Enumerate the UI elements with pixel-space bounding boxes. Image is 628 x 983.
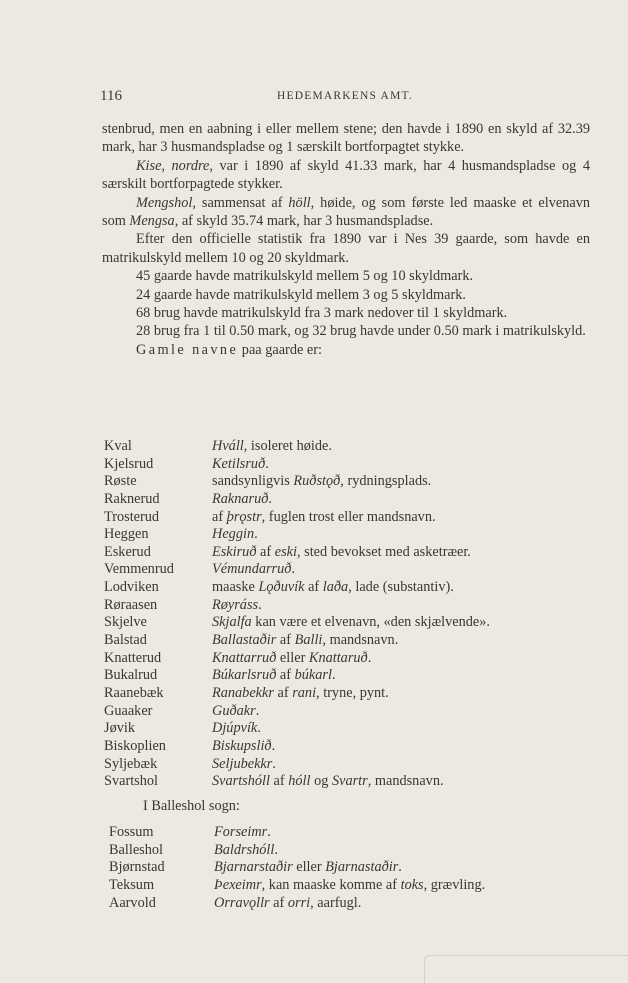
text-segment: af [269,773,289,790]
text-segment: og [310,773,332,790]
text-segment: . [257,720,261,737]
italic-term: Lǫðuvík [258,579,305,596]
text-segment: . [267,824,271,840]
paragraph [102,120,590,157]
text-segment: , lade (substantiv). [348,579,454,596]
text-segment: . [258,596,262,613]
paragraph [102,194,590,231]
italic-term: Djúpvík [212,720,258,737]
text-segment: . [254,526,258,543]
name-row [104,703,596,721]
old-name-explanation [212,756,596,774]
italic-term: Ketilsruð [212,455,266,472]
italic-term: Røyráss [212,596,259,613]
italic-term: þrǫstr [226,508,262,525]
text-segment: . [274,841,278,858]
name-row [104,720,596,738]
name-row [104,685,596,703]
modern-farm-name: Aarvold [109,894,156,911]
italic-term: Hváll [212,438,244,454]
italic-term: Baldrshóll [214,841,275,858]
old-name-explanation [212,473,596,491]
modern-farm-name: Heggen [104,526,149,543]
italic-term: Guðakr [212,702,256,719]
text-segment: , af skyld 35.74 mark, har 3 husmandspladse. [174,213,434,230]
modern-farm-name: Syljebæk [104,755,158,772]
body-text [102,120,590,359]
paragraph [102,341,590,359]
paragraph [102,267,590,285]
text-segment: eller [276,649,309,666]
paragraph [102,322,590,340]
italic-term: Þexeimr [214,876,262,893]
name-row [104,667,596,685]
italic-term: búkarl [294,667,332,684]
old-name-explanation [212,491,596,509]
text-segment: . [291,561,295,578]
text-segment: 45 gaarde havde matrikulskyld mellem 5 og 10 skyldmark. [136,268,474,285]
italic-term: laða [322,579,349,596]
old-name-explanation [212,579,596,597]
old-name-explanation [214,859,589,877]
old-name-explanation [212,720,596,738]
italic-term: Skjalfa [212,614,252,631]
old-name-explanation [212,509,596,527]
old-name-explanation [212,738,596,756]
text-segment: . [255,702,260,719]
text-segment: af [276,632,295,649]
modern-farm-name: Jøvik [104,720,135,737]
name-row [104,614,596,632]
italic-term: Eskiruð [212,543,257,560]
italic-term: Ballastaðir [212,632,277,649]
text-segment: af [276,667,295,684]
text-segment: af [273,684,293,701]
modern-farm-name: Kval [104,438,132,454]
italic-term: Svartshóll [212,773,270,790]
text-segment: , sted bevokset med asketræer. [296,543,471,560]
old-name-explanation [214,842,589,860]
text-segment: . [265,455,269,472]
modern-farm-name: Balstad [104,632,147,649]
text-segment: , mandsnavn. [322,632,399,649]
modern-farm-name: Teksum [109,876,155,893]
italic-term: Búkarlsruð [212,667,277,684]
italic-term: Bjarnastaðir [325,859,399,876]
old-name-explanation [212,632,596,650]
italic-term: Bjarnarstaðir [214,859,293,876]
page-edge-mark [424,955,628,983]
italic-term: rani [292,684,317,701]
text-segment: , isoleret høide. [243,438,332,454]
italic-term: Mengshol [136,194,193,211]
old-name-explanation [214,877,589,895]
farm-name-list [104,438,596,791]
old-name-explanation [212,597,596,615]
name-row [104,438,596,456]
name-row [104,561,596,579]
name-row [104,526,596,544]
old-name-explanation [212,773,596,791]
name-row [104,491,596,509]
running-head: HEDEMARKENS AMT. [277,90,413,102]
text-segment: . [367,649,372,666]
old-name-explanation [212,667,596,685]
name-row [104,650,596,668]
name-row [104,509,596,527]
text-segment: , grævling. [423,876,486,893]
text-segment: kan være et elvenavn, «den skjælvende». [251,614,490,631]
text-segment: maaske [212,579,259,596]
old-name-explanation [212,614,596,632]
modern-farm-name: Balleshol [109,841,164,858]
text-segment: af [304,579,323,596]
old-name-explanation [212,526,596,544]
old-name-explanation [214,895,589,913]
italic-term: eski [274,543,297,560]
name-row [104,597,596,615]
name-row [104,632,596,650]
name-row [104,756,596,774]
italic-term: Seljubekkr [212,755,273,772]
italic-term: Vémundarruð [212,561,292,578]
paragraph [102,286,590,304]
modern-farm-name: Raknerud [104,490,160,507]
modern-farm-name: Knatterud [104,649,162,666]
italic-term: Forseimr [214,824,268,840]
text-segment: 28 brug fra 1 til 0.50 mark, og 32 brug havde under 0.50 mark i matrikulskyld. [136,323,586,340]
parish-farm-list [109,824,589,912]
name-row [109,895,589,913]
text-segment: , fuglen trost eller mandsnavn. [261,508,436,525]
modern-farm-name: Trosterud [104,508,160,525]
old-name-explanation [212,685,596,703]
modern-farm-name: Kjelsrud [104,455,154,472]
italic-term: hóll [288,773,311,790]
text-segment: . [331,667,336,684]
text-segment: , tryne, pynt. [316,684,389,701]
name-row [109,842,589,860]
text-segment: , var i 1890 af skyld 41.33 mark, har 4 husmandspladse og 4 særskilt bortforpagtede stykker. [102,157,590,193]
italic-term: Orravǫllr [214,894,270,911]
italic-term: orri [287,894,311,911]
modern-farm-name: Guaaker [104,702,153,719]
old-name-explanation [212,438,596,456]
old-name-explanation [212,544,596,562]
name-row [109,877,589,895]
italic-term: Ruðstǫð [293,473,341,490]
italic-term: Svartr [331,773,368,790]
italic-term: Knattaruð [308,649,368,666]
name-row [109,824,589,842]
page-number: 116 [100,88,122,104]
paragraph [102,230,590,267]
name-row [104,738,596,756]
italic-term: Raknaruð [212,490,269,507]
name-row [104,773,596,791]
old-name-explanation [212,456,596,474]
old-name-explanation [212,561,596,579]
text-segment: , mandsnavn. [367,773,444,790]
page-header [100,88,590,108]
paragraph [102,304,590,322]
old-name-explanation [212,703,596,721]
italic-term: Knattarruð [212,649,277,666]
modern-farm-name: Eskerud [104,543,151,560]
modern-farm-name: Bukalrud [104,667,158,684]
text-segment: Gamle navne [136,341,239,358]
name-row [104,456,596,474]
text-segment: af [256,543,275,560]
italic-term: toks [400,876,424,893]
text-segment: sandsynligvis [212,473,294,490]
modern-farm-name: Raanebæk [104,684,164,701]
italic-term: Heggin [212,526,255,543]
text-segment: af [212,508,227,525]
italic-term: Kise, nordre [136,157,210,174]
text-segment: . [268,490,272,507]
modern-farm-name: Biskoplien [104,737,166,754]
old-name-explanation [214,824,589,842]
name-row [109,859,589,877]
italic-term: Balli [294,632,323,649]
old-name-explanation [212,650,596,668]
text-segment: , rydningsplads. [340,473,432,490]
name-row [104,473,596,491]
text-segment: Efter den officielle statistik fra 1890 var i Nes 39 gaarde, som havde en matrikulskyld mellem 10 og 20 skyldmark. [102,231,590,266]
modern-farm-name: Røste [104,473,137,490]
text-segment: , sammensat af [192,194,289,211]
modern-farm-name: Vemmenrud [104,561,174,578]
text-segment: , høide, og som første led maaske et elvenavn som [102,194,590,230]
text-segment: . [271,737,276,754]
modern-farm-name: Svartshol [104,773,159,790]
text-segment: af [269,894,288,911]
name-row [104,544,596,562]
text-segment: . [398,859,402,876]
italic-term: Mengsa [129,213,175,230]
modern-farm-name: Skjelve [104,614,147,631]
italic-term: höll [288,194,311,211]
text-segment: , kan maaske komme af [261,876,401,893]
modern-farm-name: Bjørnstad [109,859,165,876]
modern-farm-name: Lodviken [104,579,159,596]
paragraph [102,157,590,194]
text-segment: , aarfugl. [310,894,362,911]
text-segment: . [272,755,276,772]
modern-farm-name: Røraasen [104,596,158,613]
text-segment: 68 brug havde matrikulskyld fra 3 mark nedover til 1 skyldmark. [136,305,508,322]
modern-farm-name: Fossum [109,824,154,840]
parish-heading: I Balleshol sogn: [143,798,240,814]
text-segment: paa gaarde er: [238,341,322,358]
italic-term: Biskupslið [212,737,272,754]
text-segment: 24 gaarde havde matrikulskyld mellem 3 og 5 skyldmark. [136,286,466,303]
text-segment: eller [292,859,326,876]
text-segment: stenbrud, men en aabning i eller mellem stene; den havde i 1890 en skyld af 32.39 mark, har 3 husmandspladse og 1 særskilt bortforpagtet stykke. [102,121,590,156]
italic-term: Ranabekkr [212,684,274,701]
name-row [104,579,596,597]
